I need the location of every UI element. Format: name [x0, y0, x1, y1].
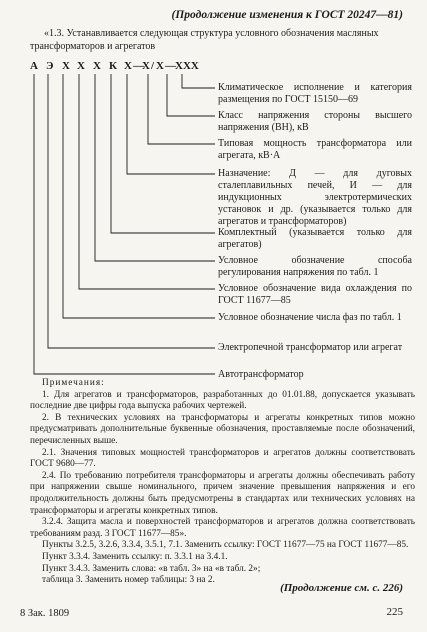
note-paragraph: 2. В технических условиях на трансформаторы и агрегаты конкретных типов можно предусматривать дополнительные буквенные обозначения, проставляемые после обозначений, перечисленных выше.	[30, 412, 415, 446]
code-char: Х	[77, 60, 85, 72]
note-paragraph: 2.1. Значения типовых мощностей трансформаторов и агрегатов должны соответствовать ГОСТ 9680—77.	[30, 447, 415, 470]
code-char: /	[151, 60, 155, 72]
desc-autotransformer: Автотрансформатор	[218, 369, 304, 380]
code-char: Х	[62, 60, 70, 72]
note-paragraph: Пункт 3.4.3. Заменить слова: «в табл. 3» на «в табл. 2»;	[42, 563, 261, 574]
note-paragraph: 2.4. По требованию потребителя трансформаторы и агрегаты должны обеспечивать работу при напряжении свыше номинального, причем значение превышения напряжения и его продолжительность должны быть предусмотрены в стандартах или технических условиях на трансформаторы и агрегаты конкретных типов.	[30, 470, 415, 516]
code-char: Х	[142, 60, 150, 72]
note-paragraph: Пункт 3.3.4. Заменить ссылку: п. 3.3.1 на 3.4.1.	[42, 551, 228, 562]
continued-note: (Продолжение см. с. 226)	[280, 582, 403, 594]
note-paragraph: 1. Для агрегатов и трансформаторов, разработанных до 01.01.88, допускается указывать последние две цифры года выпуска рабочих чертежей.	[30, 389, 415, 412]
notes-section	[30, 378, 415, 587]
code-char: К	[109, 60, 117, 72]
code-char: А	[30, 60, 38, 72]
code-char: —	[133, 60, 144, 72]
note-paragraph: таблица 3. Заменить номер таблицы: 3 на 2.	[42, 575, 215, 586]
print-mark: 8 Зак. 1809	[20, 608, 70, 619]
page-number: 225	[386, 606, 403, 618]
note-paragraph: 3.2.4. Защита масла и поверхностей трансформаторов и агрегатов должна соответствовать требованиям разд. 3 ГОСТ 11677—85».	[30, 517, 415, 539]
code-char: Х	[124, 60, 132, 72]
desc-climate: Климатическое исполнение и категория размещения по ГОСТ 15150—69	[218, 82, 412, 105]
code-char: ХХХ	[175, 60, 199, 72]
desc-power: Типовая мощность трансформатора или агрегата, кВ·А	[218, 138, 412, 161]
code-char: Х	[93, 60, 101, 72]
desc-regulation: Условное обозначение способа регулирования напряжения по табл. 1	[218, 255, 412, 278]
code-char: Э	[46, 60, 54, 72]
notes-title: Примечания:	[42, 378, 105, 388]
desc-complete: Комплектный (указывается только для агрегатов)	[218, 227, 412, 250]
intro-paragraph: «1.3. Устанавливается следующая структура условного обозначения масляных трансформаторов и агрегатов	[30, 28, 379, 52]
desc-purpose: Назначение: Д — для дуговых сталеплавильных печей, И — для индукционных электротермических установок и др. (указывается только для агрегатов и трансформаторов)	[218, 168, 412, 227]
desc-voltage: Класс напряжения стороны высшего напряжения (ВН), кВ	[218, 110, 412, 133]
desc-furnace: Электропечной трансформатор или агрегат	[218, 342, 403, 353]
page-header: (Продолжение изменения к ГОСТ 20247—81)	[171, 9, 403, 21]
note-paragraph: Пункты 3.2.5, 3.2.6, 3.3.4, 3.5.1, 7.1. Заменить ссылку: ГОСТ 11677—75 на ГОСТ 11677—85.	[42, 540, 409, 551]
code-char: Х	[156, 60, 164, 72]
desc-cooling: Условное обозначение вида охлаждения по ГОСТ 11677—85	[218, 283, 412, 306]
desc-phases: Условное обозначение числа фаз по табл. 1	[218, 312, 402, 323]
code-char: —	[165, 60, 176, 72]
